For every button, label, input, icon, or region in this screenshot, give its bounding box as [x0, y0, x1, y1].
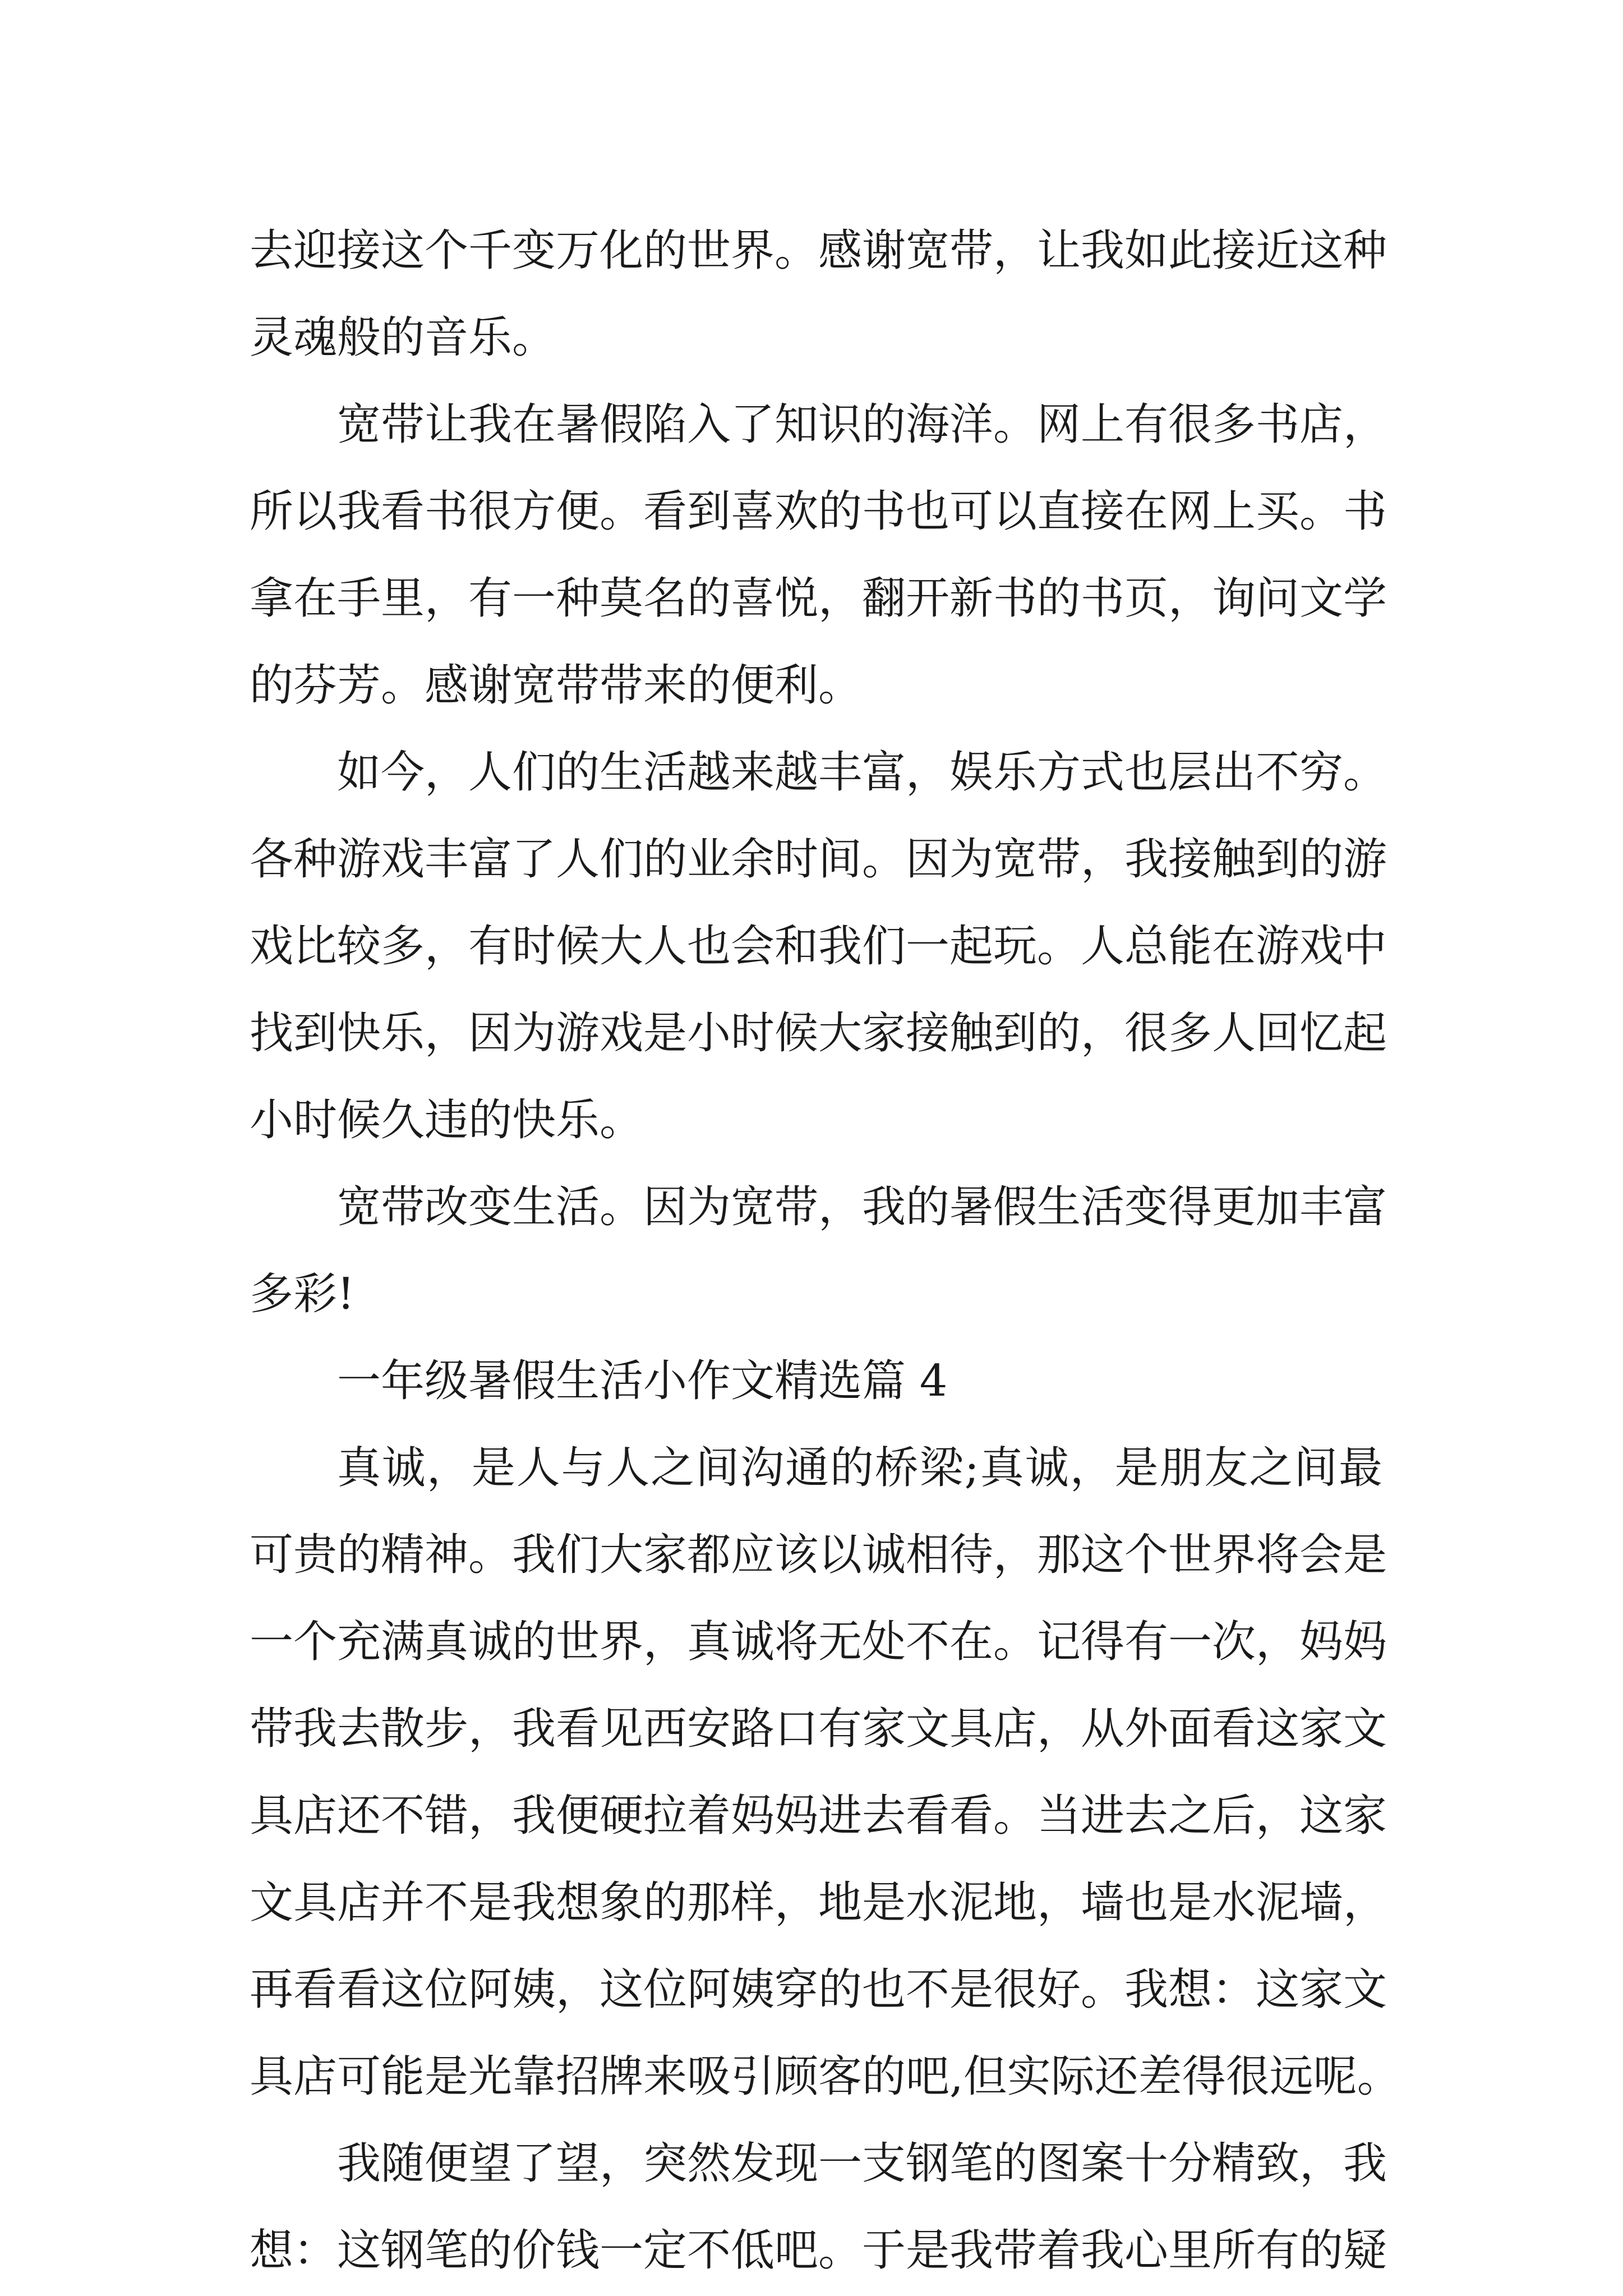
text-line: 可贵的精神。我们大家都应该以诚相待，那这个世界将会是 [250, 1530, 1387, 1580]
text-line: 的芬芳。感谢宽带带来的便利。 [250, 660, 863, 711]
section-heading: 一年级暑假生活小作文精选篇 4 [337, 1356, 948, 1406]
text-line: 宽带让我在暑假陷入了知识的海洋。网上有很多书店， [337, 399, 1387, 450]
text-line: 所以我看书很方便。看到喜欢的书也可以直接在网上买。书 [250, 486, 1387, 537]
text-line: 具店可能是光靠招牌来吸引顾客的吧,但实际还差得很远呢。 [250, 2051, 1401, 2102]
text-line: 带我去散步，我看见西安路口有家文具店，从外面看这家文 [250, 1704, 1387, 1754]
text-line: 拿在手里，有一种莫名的喜悦，翻开新书的书页，询问文学 [250, 573, 1387, 624]
text-line: 多彩! [250, 1269, 355, 1319]
text-line: 去迎接这个千变万化的世界。感谢宽带，让我如此接近这种 [250, 226, 1387, 276]
text-line: 小时候久违的快乐。 [250, 1095, 644, 1145]
text-line: 具店还不错，我便硬拉着妈妈进去看看。当进去之后，这家 [250, 1791, 1387, 1841]
text-line: 想：这钢笔的价钱一定不低吧。于是我带着我心里所有的疑 [250, 2225, 1387, 2276]
text-line: 一个充满真诚的世界，真诚将无处不在。记得有一次，妈妈 [250, 1617, 1387, 1667]
document-body [250, 208, 1401, 2294]
text-line: 文具店并不是我想象的那样，地是水泥地，墙也是水泥墙， [250, 1878, 1387, 1928]
text-line: 如今，人们的生活越来越丰富，娱乐方式也层出不穷。 [337, 747, 1387, 798]
text-line: 戏比较多，有时候大人也会和我们一起玩。人总能在游戏中 [250, 921, 1387, 972]
text-line: 灵魂般的音乐。 [250, 312, 556, 363]
text-line: 我随便望了望，突然发现一支钢笔的图案十分精致，我 [337, 2138, 1387, 2189]
text-line: 真诚，是人与人之间沟通的桥梁;真诚，是朋友之间最 [337, 1443, 1382, 1493]
text-line: 再看看这位阿姨，这位阿姨穿的也不是很好。我想：这家文 [250, 1964, 1387, 2015]
text-line: 找到快乐，因为游戏是小时候大家接触到的，很多人回忆起 [250, 1008, 1387, 1059]
text-line: 各种游戏丰富了人们的业余时间。因为宽带，我接触到的游 [250, 834, 1387, 885]
text-line: 宽带改变生活。因为宽带，我的暑假生活变得更加丰富 [337, 1182, 1387, 1232]
